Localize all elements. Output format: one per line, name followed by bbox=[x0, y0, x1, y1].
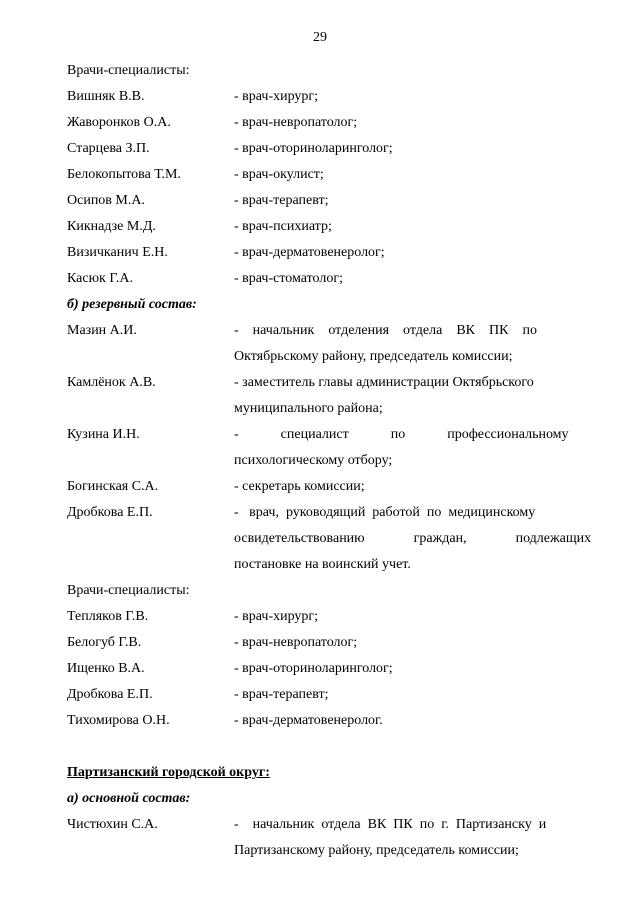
list-item bbox=[67, 500, 592, 578]
person-role: - врач-терапевт; bbox=[234, 687, 329, 702]
list-item bbox=[67, 110, 589, 136]
person-name: Дробкова Е.П. bbox=[67, 505, 153, 520]
list-item bbox=[67, 240, 589, 266]
list-item bbox=[67, 84, 589, 110]
document-body bbox=[67, 58, 592, 864]
list-item bbox=[67, 474, 589, 500]
list-item bbox=[67, 188, 589, 214]
person-role: - врач-дерматовенеролог; bbox=[234, 245, 385, 260]
person-role: - врач-дерматовенеролог. bbox=[234, 713, 383, 728]
district-title: Партизанский городской округ: bbox=[67, 765, 270, 780]
person-role-line: освидетельствованию граждан, подлежащих bbox=[234, 531, 592, 546]
person-name: Чистюхин С.А. bbox=[67, 817, 158, 832]
person-role-line: психологическому отбору; bbox=[234, 453, 393, 468]
person-name: Кикнадзе М.Д. bbox=[67, 219, 156, 234]
list-item bbox=[67, 370, 589, 422]
page-number: 29 bbox=[313, 30, 327, 45]
list-item bbox=[67, 604, 589, 630]
person-name: Мазин А.И. bbox=[67, 323, 137, 338]
person-name: Тихомирова О.Н. bbox=[67, 713, 170, 728]
person-role: - врач-терапевт; bbox=[234, 193, 329, 208]
person-name: Белогуб Г.В. bbox=[67, 635, 142, 650]
person-role-line: муниципального района; bbox=[234, 401, 383, 416]
list-item bbox=[67, 812, 589, 864]
person-role-line: - врач, руководящий работой по медицинскому bbox=[234, 505, 536, 520]
person-name: Вишняк В.В. bbox=[67, 89, 145, 104]
list-item bbox=[67, 656, 589, 682]
list-item bbox=[67, 682, 589, 708]
person-role-line: - специалист по профессиональному bbox=[234, 427, 569, 442]
person-name: Тепляков Г.В. bbox=[67, 609, 149, 624]
person-name: Старцева З.П. bbox=[67, 141, 150, 156]
person-name: Белокопытова Т.М. bbox=[67, 167, 181, 182]
person-role: - секретарь комиссии; bbox=[234, 479, 365, 494]
person-name: Касюк Г.А. bbox=[67, 271, 133, 286]
person-role: - врач-оториноларинголог; bbox=[234, 661, 393, 676]
person-role-line: Октябрьскому району, председатель комиссии; bbox=[234, 349, 513, 364]
person-role-line: - заместитель главы администрации Октябрьского bbox=[234, 375, 534, 390]
person-name: Визичканич Е.Н. bbox=[67, 245, 168, 260]
list-item bbox=[67, 214, 589, 240]
section-title-reserve: б) резервный состав: bbox=[67, 297, 197, 312]
person-role: - врач-окулист; bbox=[234, 167, 324, 182]
list-item bbox=[67, 422, 589, 474]
person-role: - врач-хирург; bbox=[234, 89, 319, 104]
person-role-line: постановке на воинский учет. bbox=[234, 557, 411, 572]
person-role: - врач-хирург; bbox=[234, 609, 319, 624]
person-role-line: - начальник отделения отдела ВК ПК по bbox=[234, 323, 537, 338]
list-item bbox=[67, 630, 589, 656]
list-item bbox=[67, 318, 589, 370]
section-title-main: а) основной состав: bbox=[67, 791, 191, 806]
person-name: Осипов М.А. bbox=[67, 193, 145, 208]
person-name: Кузина И.Н. bbox=[67, 427, 140, 442]
person-name: Жаворонков О.А. bbox=[67, 115, 171, 130]
section-title-doctors: Врачи-специалисты: bbox=[67, 583, 190, 598]
person-role-line: Партизанскому району, председатель комиссии; bbox=[234, 843, 519, 858]
person-role: - врач-стоматолог; bbox=[234, 271, 343, 286]
list-item bbox=[67, 136, 589, 162]
person-name: Ищенко В.А. bbox=[67, 661, 145, 676]
person-name: Камлёнок А.В. bbox=[67, 375, 156, 390]
person-name: Дробкова Е.П. bbox=[67, 687, 153, 702]
person-role-line: - начальник отдела ВК ПК по г. Партизанску и bbox=[234, 817, 547, 832]
person-role: - врач-психиатр; bbox=[234, 219, 332, 234]
list-item bbox=[67, 266, 589, 292]
list-item bbox=[67, 708, 589, 734]
list-item bbox=[67, 162, 589, 188]
person-role: - врач-невропатолог; bbox=[234, 635, 358, 650]
person-name: Богинская С.А. bbox=[67, 479, 159, 494]
person-role: - врач-оториноларинголог; bbox=[234, 141, 393, 156]
spacer bbox=[67, 734, 589, 760]
section-title-doctors: Врачи-специалисты: bbox=[67, 63, 190, 78]
person-role: - врач-невропатолог; bbox=[234, 115, 358, 130]
